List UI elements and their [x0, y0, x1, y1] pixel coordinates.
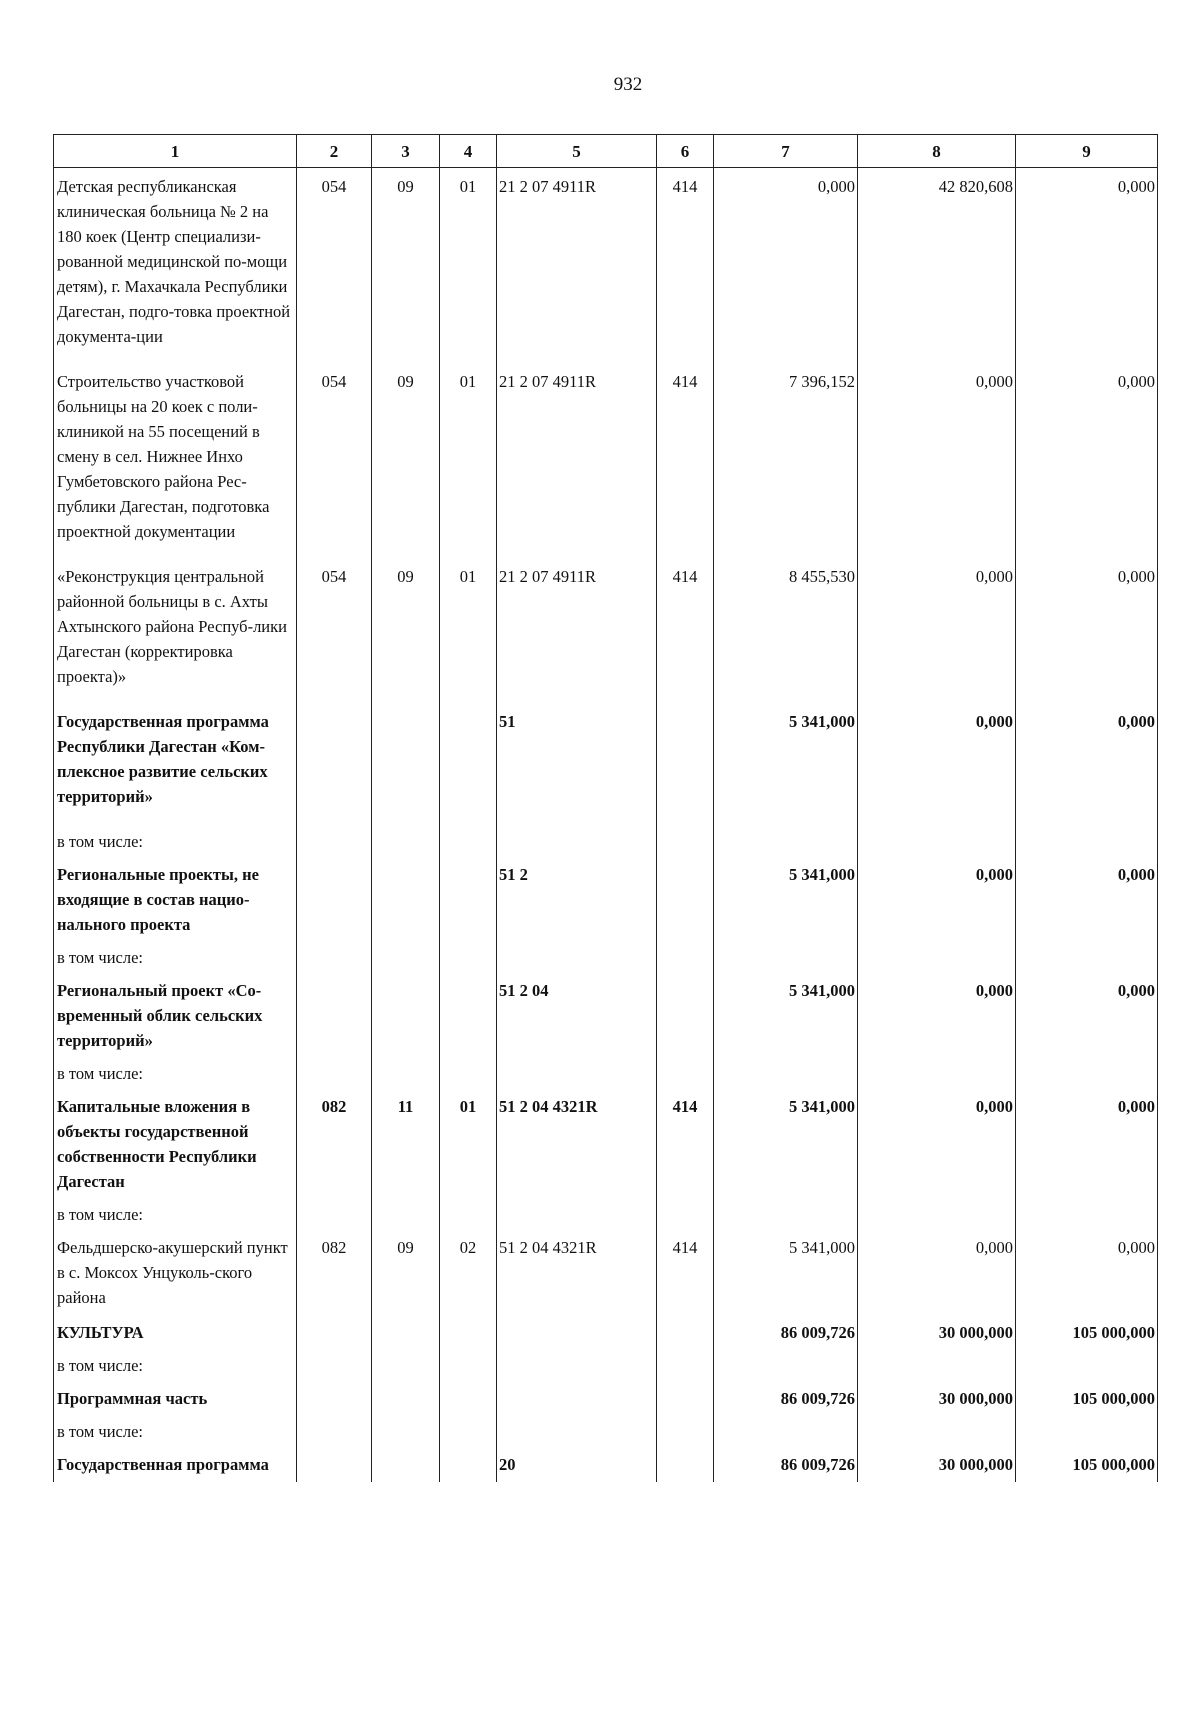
column-header: 9 [1016, 135, 1158, 168]
row-code-3-cell [372, 856, 440, 939]
row-value-7-cell: 0,000 [714, 168, 858, 364]
row-value-8-cell: 30 000,000 [858, 1380, 1016, 1413]
row-code-4-cell [440, 1347, 497, 1380]
row-code-4-cell: 01 [440, 1088, 497, 1196]
table-row [54, 972, 1158, 1055]
row-name-cell: КУЛЬТУРА [54, 1314, 297, 1347]
row-code-6-cell [657, 856, 714, 939]
row-value-7-cell: 86 009,726 [714, 1380, 858, 1413]
row-code-4-cell [440, 1380, 497, 1413]
row-code-2-cell: 054 [297, 363, 372, 558]
row-code-3-cell: 11 [372, 1088, 440, 1196]
row-code-6-cell [657, 1055, 714, 1088]
row-code-3-cell: 09 [372, 363, 440, 558]
row-code-5-cell [497, 823, 657, 856]
row-code-2-cell [297, 823, 372, 856]
row-code-4-cell: 01 [440, 363, 497, 558]
row-code-6-cell [657, 1446, 714, 1482]
row-code-2-cell [297, 939, 372, 972]
row-code-6-cell: 414 [657, 363, 714, 558]
row-name-cell: Строительство участковой больницы на 20 коек с поли-клиникой на 55 посещений в смену в сел. Нижнее Инхо Гумбетовского района Рес-публики Дагестан, подготовка проектной документации [54, 363, 297, 558]
row-code-6-cell: 414 [657, 1229, 714, 1314]
row-code-3-cell: 09 [372, 558, 440, 703]
column-header: 8 [858, 135, 1016, 168]
row-code-4-cell: 01 [440, 168, 497, 364]
column-header: 1 [54, 135, 297, 168]
row-value-9-cell: 0,000 [1016, 703, 1158, 823]
column-header: 5 [497, 135, 657, 168]
table-row [54, 1055, 1158, 1088]
table-row [54, 1446, 1158, 1482]
row-name-cell: Капитальные вложения в объекты государственной собственности Республики Дагестан [54, 1088, 297, 1196]
row-code-6-cell: 414 [657, 558, 714, 703]
row-code-6-cell [657, 972, 714, 1055]
table-row [54, 939, 1158, 972]
row-code-5-cell [497, 1413, 657, 1446]
row-code-4-cell [440, 1413, 497, 1446]
row-code-2-cell [297, 1055, 372, 1088]
row-code-4-cell [440, 1314, 497, 1347]
table-row [54, 168, 1158, 364]
row-value-9-cell: 0,000 [1016, 363, 1158, 558]
row-code-3-cell [372, 1314, 440, 1347]
row-code-4-cell [440, 1446, 497, 1482]
row-value-9-cell [1016, 1347, 1158, 1380]
page-number: 932 [613, 74, 643, 95]
row-code-3-cell: 09 [372, 1229, 440, 1314]
row-value-8-cell: 0,000 [858, 1088, 1016, 1196]
row-name-cell: Государственная программа [54, 1446, 297, 1482]
row-code-4-cell [440, 703, 497, 823]
row-code-3-cell [372, 1380, 440, 1413]
row-code-5-cell: 20 [497, 1446, 657, 1482]
row-code-2-cell [297, 1314, 372, 1347]
row-value-7-cell: 5 341,000 [714, 972, 858, 1055]
row-name-cell: в том числе: [54, 823, 297, 856]
row-value-7-cell: 5 341,000 [714, 703, 858, 823]
row-value-9-cell [1016, 1055, 1158, 1088]
row-code-5-cell: 21 2 07 4911R [497, 363, 657, 558]
row-name-cell: в том числе: [54, 1196, 297, 1229]
table-body [54, 168, 1158, 1483]
row-name-cell: в том числе: [54, 1055, 297, 1088]
row-code-3-cell [372, 939, 440, 972]
row-value-7-cell: 86 009,726 [714, 1314, 858, 1347]
row-code-3-cell [372, 972, 440, 1055]
row-code-3-cell [372, 703, 440, 823]
row-name-cell: в том числе: [54, 1413, 297, 1446]
table-row [54, 703, 1158, 823]
row-code-5-cell: 51 2 [497, 856, 657, 939]
row-name-cell: Региональные проекты, не входящие в состав нацио-нального проекта [54, 856, 297, 939]
row-value-7-cell [714, 1196, 858, 1229]
row-name-cell: Региональный проект «Со-временный облик сельских территорий» [54, 972, 297, 1055]
row-code-6-cell [657, 1196, 714, 1229]
table-row [54, 856, 1158, 939]
row-value-8-cell: 0,000 [858, 1229, 1016, 1314]
row-name-cell: Фельдшерско-акушерский пункт в с. Моксох Унцуколь-ского района [54, 1229, 297, 1314]
column-header: 2 [297, 135, 372, 168]
row-code-5-cell [497, 1055, 657, 1088]
row-code-2-cell [297, 1413, 372, 1446]
row-code-2-cell [297, 972, 372, 1055]
table-row [54, 823, 1158, 856]
row-value-8-cell [858, 1196, 1016, 1229]
row-code-5-cell: 51 2 04 4321R [497, 1229, 657, 1314]
row-value-7-cell: 5 341,000 [714, 1088, 858, 1196]
row-code-5-cell [497, 1196, 657, 1229]
row-value-7-cell [714, 1055, 858, 1088]
row-code-6-cell [657, 823, 714, 856]
row-code-2-cell: 054 [297, 168, 372, 364]
table-row [54, 1347, 1158, 1380]
row-code-2-cell [297, 1347, 372, 1380]
row-code-4-cell [440, 823, 497, 856]
row-value-9-cell [1016, 1196, 1158, 1229]
row-code-4-cell [440, 1055, 497, 1088]
row-value-8-cell: 30 000,000 [858, 1446, 1016, 1482]
table-row [54, 1413, 1158, 1446]
row-name-cell: в том числе: [54, 1347, 297, 1380]
row-code-4-cell [440, 939, 497, 972]
row-code-6-cell [657, 1380, 714, 1413]
row-code-4-cell [440, 856, 497, 939]
row-code-3-cell [372, 823, 440, 856]
row-value-9-cell [1016, 1413, 1158, 1446]
row-code-6-cell [657, 703, 714, 823]
row-code-5-cell: 51 [497, 703, 657, 823]
row-code-2-cell [297, 856, 372, 939]
row-value-7-cell: 7 396,152 [714, 363, 858, 558]
row-value-8-cell [858, 939, 1016, 972]
row-code-3-cell: 09 [372, 168, 440, 364]
row-code-6-cell: 414 [657, 168, 714, 364]
row-value-7-cell: 5 341,000 [714, 856, 858, 939]
row-value-7-cell: 5 341,000 [714, 1229, 858, 1314]
row-code-4-cell [440, 1196, 497, 1229]
table-row [54, 1196, 1158, 1229]
row-code-2-cell [297, 703, 372, 823]
row-value-8-cell: 0,000 [858, 363, 1016, 558]
row-value-9-cell: 0,000 [1016, 1229, 1158, 1314]
row-value-7-cell [714, 823, 858, 856]
row-value-8-cell [858, 823, 1016, 856]
row-value-8-cell: 0,000 [858, 972, 1016, 1055]
row-value-8-cell: 42 820,608 [858, 168, 1016, 364]
column-header: 4 [440, 135, 497, 168]
row-value-8-cell [858, 1413, 1016, 1446]
row-value-8-cell: 0,000 [858, 703, 1016, 823]
row-value-9-cell: 0,000 [1016, 1088, 1158, 1196]
table-row [54, 1229, 1158, 1314]
table-row [54, 363, 1158, 558]
row-name-cell: в том числе: [54, 939, 297, 972]
row-code-5-cell: 21 2 07 4911R [497, 168, 657, 364]
row-code-5-cell [497, 939, 657, 972]
row-value-7-cell [714, 939, 858, 972]
row-value-9-cell: 0,000 [1016, 972, 1158, 1055]
row-value-9-cell: 105 000,000 [1016, 1380, 1158, 1413]
row-code-2-cell: 054 [297, 558, 372, 703]
row-code-4-cell: 02 [440, 1229, 497, 1314]
column-header: 6 [657, 135, 714, 168]
row-code-5-cell [497, 1347, 657, 1380]
column-header: 3 [372, 135, 440, 168]
row-code-6-cell [657, 1347, 714, 1380]
row-code-2-cell: 082 [297, 1229, 372, 1314]
row-value-8-cell: 0,000 [858, 856, 1016, 939]
row-code-6-cell [657, 1314, 714, 1347]
row-code-6-cell [657, 939, 714, 972]
row-name-cell: «Реконструкция центральной районной больницы в с. Ахты Ахтынского района Респуб-лики Дагестан (корректировка проекта)» [54, 558, 297, 703]
column-header: 7 [714, 135, 858, 168]
row-code-3-cell [372, 1446, 440, 1482]
table-row [54, 1314, 1158, 1347]
row-code-3-cell [372, 1347, 440, 1380]
row-value-7-cell: 8 455,530 [714, 558, 858, 703]
row-code-5-cell [497, 1380, 657, 1413]
row-value-8-cell: 0,000 [858, 558, 1016, 703]
row-code-5-cell: 21 2 07 4911R [497, 558, 657, 703]
row-code-2-cell [297, 1380, 372, 1413]
row-value-9-cell [1016, 939, 1158, 972]
table-row [54, 1088, 1158, 1196]
row-name-cell: Программная часть [54, 1380, 297, 1413]
row-code-6-cell: 414 [657, 1088, 714, 1196]
row-value-7-cell: 86 009,726 [714, 1446, 858, 1482]
row-code-5-cell [497, 1314, 657, 1347]
row-value-9-cell [1016, 823, 1158, 856]
row-value-9-cell: 0,000 [1016, 856, 1158, 939]
budget-table [53, 134, 1158, 1482]
row-name-cell: Детская республиканская клиническая больница № 2 на 180 коек (Центр специализи-рованной медицинской по-мощи детям), г. Махачкала Республики Дагестан, подго-товка проектной документа-ции [54, 168, 297, 364]
row-code-5-cell: 51 2 04 [497, 972, 657, 1055]
row-code-2-cell [297, 1196, 372, 1229]
row-value-8-cell [858, 1055, 1016, 1088]
row-code-4-cell [440, 972, 497, 1055]
table-row [54, 1380, 1158, 1413]
row-value-9-cell: 0,000 [1016, 168, 1158, 364]
row-code-5-cell: 51 2 04 4321R [497, 1088, 657, 1196]
row-value-9-cell: 105 000,000 [1016, 1446, 1158, 1482]
row-value-7-cell [714, 1413, 858, 1446]
row-value-9-cell: 0,000 [1016, 558, 1158, 703]
row-code-4-cell: 01 [440, 558, 497, 703]
table-row [54, 558, 1158, 703]
row-code-2-cell: 082 [297, 1088, 372, 1196]
row-value-8-cell [858, 1347, 1016, 1380]
row-value-8-cell: 30 000,000 [858, 1314, 1016, 1347]
row-code-2-cell [297, 1446, 372, 1482]
row-code-3-cell [372, 1413, 440, 1446]
row-value-9-cell: 105 000,000 [1016, 1314, 1158, 1347]
table-header-row [54, 135, 1158, 168]
row-code-3-cell [372, 1196, 440, 1229]
row-value-7-cell [714, 1347, 858, 1380]
row-code-6-cell [657, 1413, 714, 1446]
row-code-3-cell [372, 1055, 440, 1088]
row-name-cell: Государственная программа Республики Дагестан «Ком-плексное развитие сельских территорий» [54, 703, 297, 823]
